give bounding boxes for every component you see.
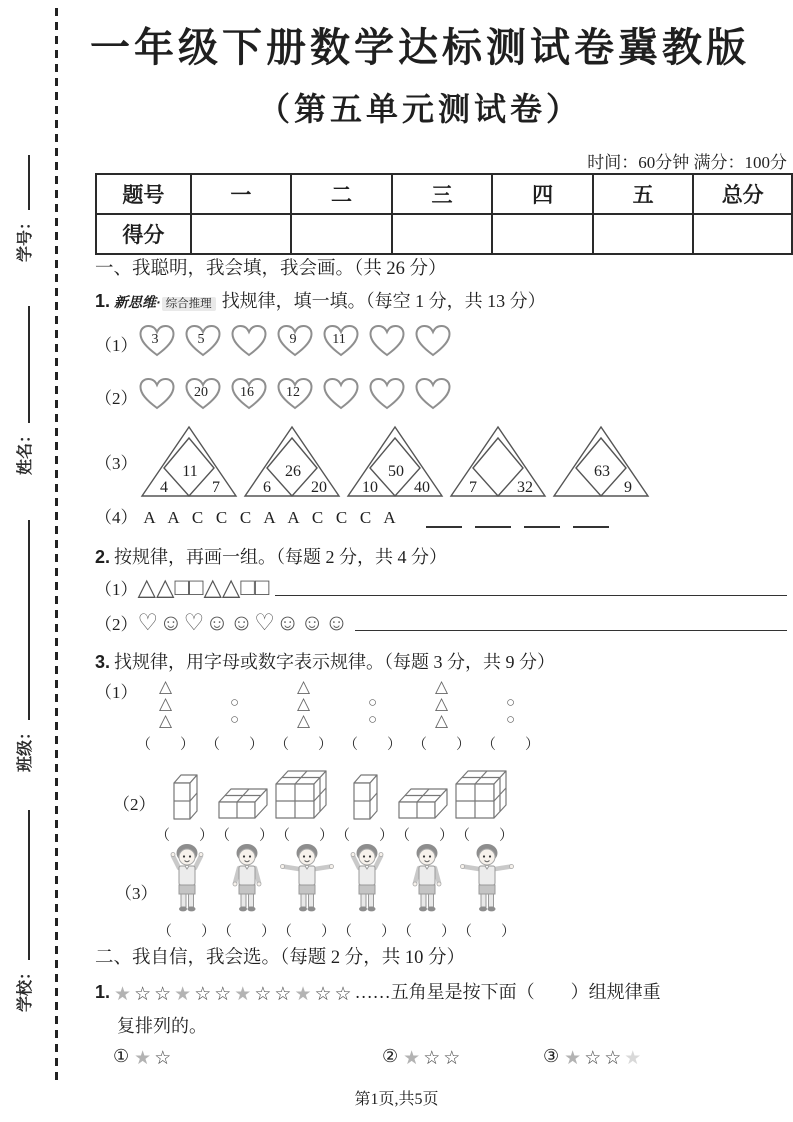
col-header-1: 一 — [191, 174, 292, 214]
cube-figure-cube8 — [276, 760, 334, 845]
sequence-letter: C — [215, 508, 228, 527]
star-open-icon: ☆ — [584, 1048, 602, 1069]
svg-text:6: 6 — [262, 479, 271, 496]
page-footer: 第1页,共5页 — [354, 1091, 439, 1108]
star-open-icon: ☆ — [154, 984, 172, 1005]
hearts-sequence — [138, 377, 452, 416]
triangle-icon: △ — [296, 711, 311, 730]
triangle-icon: △ — [158, 677, 173, 696]
school-field — [12, 810, 35, 1012]
pattern-group-triangles — [276, 678, 332, 754]
col-header-2: 二 — [291, 174, 392, 214]
star-open-icon: ☆ — [254, 984, 272, 1005]
score-cell — [291, 214, 392, 254]
col-header-total: 总分 — [693, 174, 792, 214]
triangle-icon: △ — [296, 694, 311, 713]
student-id-label: 学号： — [17, 213, 34, 262]
answer-paren: （ ） — [217, 924, 276, 940]
cube-figure-slab4 — [216, 778, 274, 845]
svg-text:7: 7 — [468, 479, 477, 496]
cube-figure-cube8 — [456, 760, 514, 845]
star-open-icon: ☆ — [423, 1048, 441, 1069]
triangle-figures — [140, 425, 650, 498]
cube-figure-tower2 — [156, 766, 214, 845]
heart-shape — [276, 377, 314, 416]
circle-icon: ○ — [505, 695, 516, 711]
part-label: （3） — [95, 454, 138, 473]
svg-text:50: 50 — [387, 463, 404, 480]
star-filled-icon: ★ — [403, 1048, 421, 1069]
heart-shape — [414, 324, 452, 363]
smiley-icon: ☺ — [159, 609, 183, 635]
triangle-figure — [552, 425, 650, 498]
heart-shape — [138, 324, 176, 363]
pattern-groups — [138, 678, 552, 754]
sequence-letter: C — [311, 508, 324, 527]
student-id-blank — [14, 155, 30, 210]
heart-shape — [414, 377, 452, 416]
star-filled-icon: ★ — [234, 984, 252, 1005]
shape-sequence — [138, 611, 350, 635]
draw-answer-line — [275, 595, 787, 596]
section1-heading: 一、我聪明，我会填，我会画。（共 26 分） — [95, 259, 447, 279]
square-icon: □ — [240, 574, 255, 601]
star-filled-icon: ★ — [564, 1048, 582, 1069]
star-filled-icon: ★ — [174, 984, 192, 1005]
heart-icon: ♡ — [137, 609, 159, 635]
sequence-letter: C — [239, 508, 252, 527]
option-marker: ② — [382, 1046, 399, 1066]
triangle-icon: △ — [158, 694, 173, 713]
question-number: 3. — [95, 652, 111, 672]
heart-shape — [322, 377, 360, 416]
answer-paren: （ ） — [275, 828, 334, 844]
star-open-icon: ☆ — [214, 984, 232, 1005]
part-label: （2） — [95, 615, 138, 634]
star-filled-icon: ★ — [114, 984, 132, 1005]
star-open-icon: ☆ — [604, 1048, 622, 1069]
badge-category: 综合推理 — [162, 297, 216, 311]
sequence-letter: A — [263, 508, 276, 527]
star-sequence — [403, 1049, 463, 1068]
class-blank — [14, 520, 30, 720]
smiley-icon: ☺ — [300, 609, 324, 635]
answer-blank — [426, 508, 462, 528]
name-field — [12, 306, 35, 475]
letter-sequence — [138, 508, 402, 528]
heart-shape — [230, 377, 268, 416]
q1-part2-row — [95, 377, 787, 416]
student-id-field — [12, 155, 35, 262]
answer-paren: （ ） — [274, 737, 333, 753]
part-label: （3） — [115, 884, 158, 903]
svg-text:26: 26 — [284, 463, 301, 480]
sequence-letter: C — [335, 508, 348, 527]
score-cell — [492, 214, 593, 254]
square-icon: □ — [174, 574, 189, 601]
cube-figures — [156, 760, 516, 845]
table-row — [96, 174, 792, 214]
triangle-icon: △ — [434, 677, 449, 696]
question-number: 2. — [95, 547, 111, 567]
svg-text:9: 9 — [623, 479, 632, 496]
star-open-icon: ☆ — [334, 984, 352, 1005]
kid-figure-arms-out — [278, 842, 336, 941]
answer-paren: （ ） — [395, 828, 454, 844]
answer-paren: （ ） — [455, 828, 514, 844]
answer-paren: （ ） — [397, 924, 456, 940]
score-row-label: 得分 — [96, 214, 191, 254]
pattern-group-triangles — [414, 678, 470, 754]
question-number-header: 题号 — [96, 174, 191, 214]
star-open-icon: ☆ — [154, 1048, 172, 1069]
svg-text:4: 4 — [159, 479, 168, 496]
score-cell — [693, 214, 792, 254]
heart-shape — [184, 377, 222, 416]
star-sequence — [564, 1049, 644, 1068]
page-title: 一年级下册数学达标测试卷冀教版 — [90, 25, 750, 70]
triangle-figure — [346, 425, 444, 498]
answer-paren: （ ） — [481, 737, 540, 753]
svg-text:11: 11 — [331, 332, 346, 347]
sequence-letter: C — [359, 508, 372, 527]
answer-blank — [475, 508, 511, 528]
part-label: （2） — [95, 389, 138, 408]
page-subtitle: （第五单元测试卷） — [257, 91, 582, 127]
q1-part3-row — [95, 425, 787, 498]
pattern-group-triangles — [138, 678, 194, 754]
cut-dashed-line — [55, 8, 58, 1080]
answer-paren: （ ） — [157, 924, 216, 940]
circle-icon: ○ — [367, 695, 378, 711]
answer-paren: （ ） — [343, 737, 402, 753]
heart-shape — [230, 324, 268, 363]
smiley-icon: ☺ — [324, 609, 349, 635]
part-label: （1） — [95, 336, 138, 355]
hearts-sequence — [138, 324, 452, 363]
svg-text:20: 20 — [310, 479, 327, 496]
answer-paren: （ ） — [215, 828, 274, 844]
name-blank — [14, 306, 30, 423]
heart-icon: ♡ — [254, 609, 275, 635]
s2-question-1-line — [95, 978, 787, 1004]
answer-paren: （ ） — [337, 924, 396, 940]
school-blank — [14, 810, 30, 960]
smiley-icon: ☺ — [205, 609, 229, 635]
triangle-icon: △ — [137, 574, 156, 601]
triangle-icon: △ — [158, 711, 173, 730]
triangle-icon: △ — [155, 574, 175, 601]
star-open-icon: ☆ — [194, 984, 212, 1005]
sequence-letter: A — [287, 508, 300, 527]
score-cell — [593, 214, 694, 254]
triangle-icon: △ — [434, 694, 449, 713]
heart-shape — [276, 324, 314, 363]
circle-icon: ○ — [229, 712, 240, 728]
draw-answer-line — [355, 630, 787, 631]
q1-part4-row — [95, 503, 787, 528]
kid-figure-arms-up — [158, 842, 216, 941]
badge-brand: 新思维 — [114, 294, 157, 310]
option-3 — [543, 1046, 644, 1067]
triangle-figure — [243, 425, 341, 498]
svg-text:12: 12 — [285, 385, 300, 400]
question-3-line — [95, 648, 787, 674]
answer-blank — [524, 508, 560, 528]
star-open-icon: ☆ — [443, 1048, 461, 1069]
triangle-icon: △ — [296, 677, 311, 696]
col-header-3: 三 — [392, 174, 493, 214]
svg-text:63: 63 — [593, 463, 610, 480]
star-sequence — [114, 985, 355, 1004]
question-2-line — [95, 543, 787, 569]
star-filled-icon: ★ — [294, 984, 312, 1005]
name-label: 姓名： — [17, 426, 34, 475]
answer-paren: （ ） — [277, 924, 336, 940]
svg-text:11: 11 — [181, 463, 198, 480]
pattern-group-circles — [483, 695, 539, 754]
answer-paren: （ ） — [205, 737, 264, 753]
question-text: ……五角星是按下面（ ）组规律重 — [354, 982, 661, 1002]
q1-part1-row — [95, 324, 787, 363]
triangle-icon: △ — [434, 711, 449, 730]
score-cell — [191, 214, 292, 254]
option-2 — [382, 1046, 543, 1067]
question-text: 找规律，填一填。（每空 1 分，共 13 分） — [221, 291, 546, 311]
options-row — [95, 1046, 793, 1067]
shape-sequence — [138, 576, 270, 600]
school-label: 学校： — [17, 963, 34, 1012]
pattern-group-circles — [345, 695, 401, 754]
badge-dot: · — [156, 294, 161, 310]
triangle-figure — [140, 425, 238, 498]
circle-icon: ○ — [505, 712, 516, 728]
part-label: （1） — [95, 683, 138, 702]
part-label: （2） — [113, 795, 156, 814]
question-1-line — [95, 287, 787, 313]
kid-figure-arms-up — [338, 842, 396, 941]
circle-icon: ○ — [367, 712, 378, 728]
kid-figure-arms-out — [458, 842, 516, 941]
star-filled-icon: ★ — [134, 1048, 152, 1069]
section2-heading: 二、我自信，我会选。（每题 2 分，共 10 分） — [95, 948, 466, 968]
pattern-group-circles — [207, 695, 263, 754]
heart-shape — [138, 377, 176, 416]
star-sequence — [134, 1049, 174, 1068]
cube-figure-tower2 — [336, 766, 394, 845]
heart-shape — [184, 324, 222, 363]
answer-paren: （ ） — [457, 924, 516, 940]
cube-figure-slab4 — [396, 778, 454, 845]
part-label: （4） — [95, 508, 138, 527]
option-marker: ③ — [543, 1046, 560, 1066]
star-filled-icon: ★ — [624, 1048, 642, 1069]
score-cell — [392, 214, 493, 254]
svg-text:40: 40 — [413, 479, 430, 496]
q3-part1-row — [95, 678, 787, 754]
score-table — [95, 173, 793, 255]
svg-text:16: 16 — [239, 385, 254, 400]
star-open-icon: ☆ — [274, 984, 292, 1005]
part-label: （1） — [95, 580, 138, 599]
answer-paren: （ ） — [412, 737, 471, 753]
svg-text:5: 5 — [197, 332, 204, 347]
q3-part2-row — [95, 760, 793, 845]
table-row — [96, 214, 792, 254]
kid-figures — [158, 842, 518, 941]
question-number: 1. — [95, 291, 111, 311]
option-marker: ① — [113, 1046, 130, 1066]
question-number: 1. — [95, 982, 111, 1002]
triangle-figure — [449, 425, 547, 498]
square-icon: □ — [254, 574, 270, 601]
svg-text:10: 10 — [361, 479, 378, 496]
svg-text:7: 7 — [211, 479, 220, 496]
question-text: 找规律，用字母或数字表示规律。（每题 3 分，共 9 分） — [114, 652, 556, 672]
smiley-icon: ☺ — [229, 609, 254, 635]
answer-blank — [573, 508, 609, 528]
triangle-icon: △ — [203, 574, 222, 601]
question-text: 按规律，再画一组。（每题 2 分，共 4 分） — [114, 547, 448, 567]
q2-part2-row — [95, 610, 787, 635]
sequence-letter: C — [191, 508, 204, 527]
circle-icon: ○ — [229, 695, 240, 711]
col-header-5: 五 — [593, 174, 694, 214]
col-header-4: 四 — [492, 174, 593, 214]
option-1 — [113, 1046, 382, 1067]
square-icon: □ — [188, 574, 204, 601]
smiley-icon: ☺ — [275, 609, 300, 635]
answer-paren: （ ） — [335, 828, 394, 844]
star-open-icon: ☆ — [134, 984, 152, 1005]
heart-shape — [368, 377, 406, 416]
sequence-letter: A — [167, 508, 180, 527]
heart-shape — [368, 324, 406, 363]
kid-figure-arms-down — [218, 842, 276, 941]
heart-icon: ♡ — [183, 609, 205, 635]
svg-text:3: 3 — [151, 332, 158, 347]
star-open-icon: ☆ — [314, 984, 332, 1005]
heart-shape — [322, 324, 360, 363]
sequence-letter: A — [143, 508, 156, 527]
class-label: 班级： — [17, 723, 34, 772]
triangle-icon: △ — [221, 574, 241, 601]
class-field — [12, 520, 35, 772]
q2-part1-row — [95, 575, 787, 600]
time-score-meta: 时间：60分钟 满分：100分 — [587, 153, 787, 172]
svg-text:9: 9 — [289, 332, 296, 347]
answer-paren: （ ） — [136, 737, 195, 753]
svg-text:32: 32 — [516, 479, 533, 496]
sequence-letter: A — [383, 508, 396, 527]
svg-text:20: 20 — [193, 385, 208, 400]
q3-part3-row — [95, 842, 793, 941]
s2-question-1-line2: 复排列的。 — [117, 1016, 207, 1036]
answer-paren: （ ） — [155, 828, 214, 844]
kid-figure-arms-down — [398, 842, 456, 941]
